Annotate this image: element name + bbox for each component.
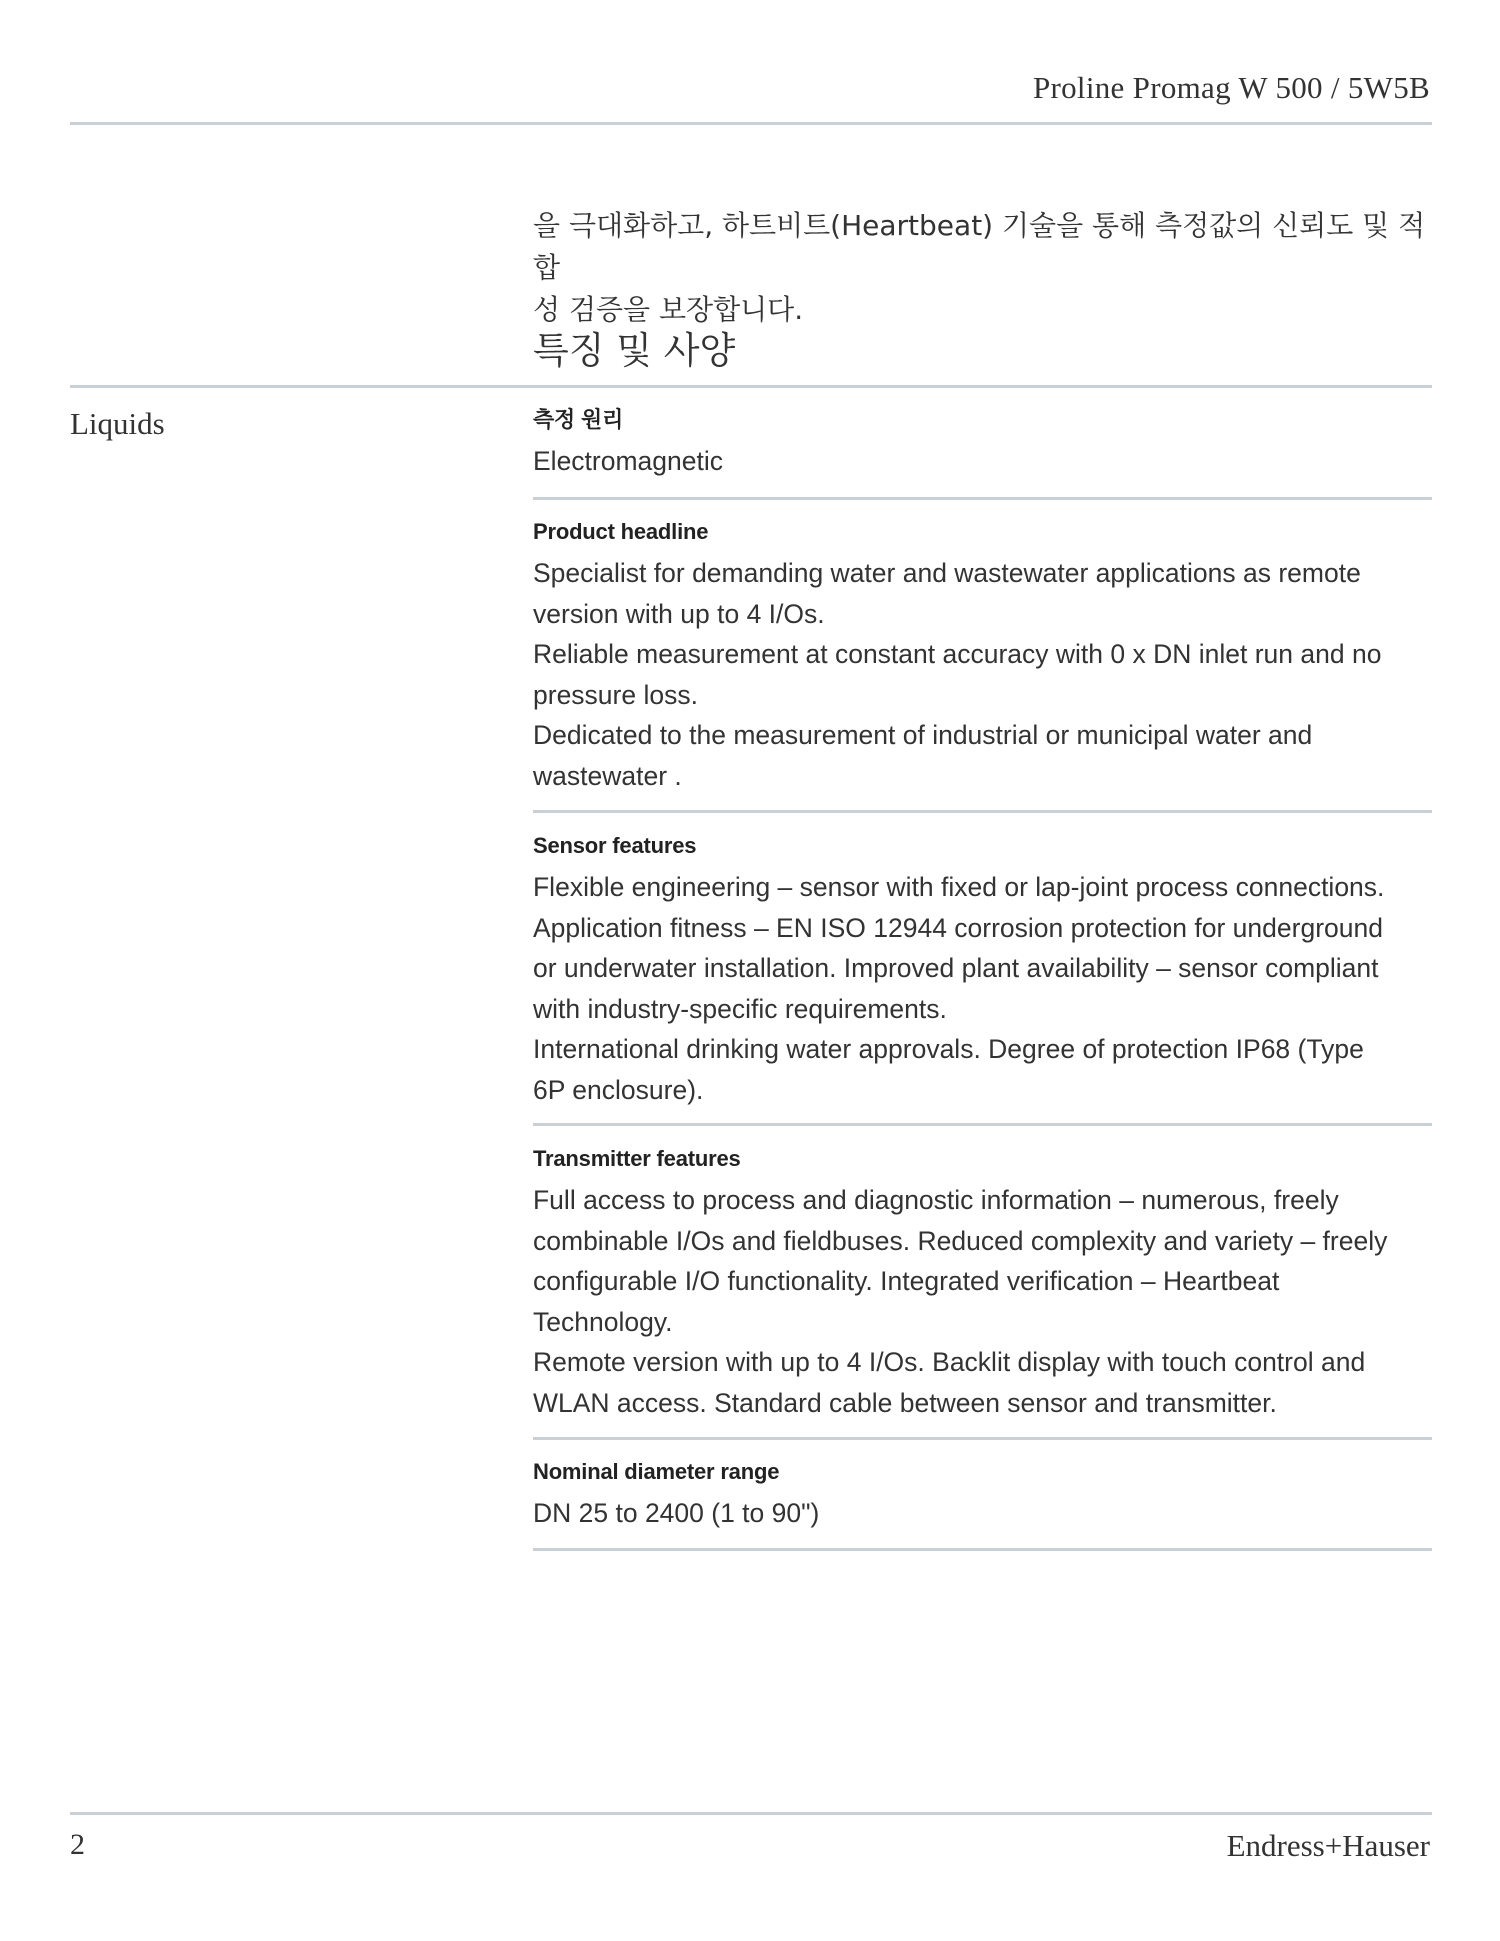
- spec-block-line: pressure loss.: [533, 679, 698, 710]
- spec-block-line: with industry-specific requirements.: [533, 993, 947, 1024]
- spec-block-line: combinable I/Os and fieldbuses. Reduced complexity and variety – freely: [533, 1225, 1388, 1256]
- spec-block-line: Remote version with up to 4 I/Os. Backlit display with touch control and: [533, 1347, 1366, 1377]
- spec-block-line: Application fitness – EN ISO 12944 corrosion protection for underground: [533, 912, 1383, 943]
- block-divider: [533, 810, 1432, 813]
- spec-block-line: Specialist for demanding water and wastewater applications as remote: [533, 558, 1361, 588]
- spec-block-line: 6P enclosure).: [533, 1074, 704, 1105]
- spec-block-nominal-diameter-range: [533, 1457, 1438, 1534]
- intro-line: 성 검증을 보장합니다.: [533, 293, 804, 326]
- spec-block-line: wastewater .: [533, 760, 682, 791]
- spec-block-title: Sensor features: [533, 833, 697, 858]
- spec-block-title: Nominal diameter range: [533, 1459, 780, 1484]
- spec-block-product-headline: [533, 517, 1438, 796]
- header-divider: [70, 122, 1432, 125]
- section-divider: [70, 385, 1432, 388]
- spec-block-line: configurable I/O functionality. Integrated verification – Heartbeat: [533, 1266, 1280, 1296]
- spec-block-title: Transmitter features: [533, 1146, 741, 1171]
- block-divider: [533, 1123, 1432, 1126]
- side-label: Liquids: [70, 406, 165, 441]
- spec-block-line: Technology.: [533, 1306, 673, 1337]
- spec-block-title: Product headline: [533, 519, 709, 544]
- spec-block-line: DN 25 to 2400 (1 to 90"): [533, 1498, 820, 1528]
- spec-block-line: International drinking water approvals. Degree of protection IP68 (Type: [533, 1034, 1364, 1064]
- spec-block-line: Reliable measurement at constant accuracy with 0 x DN inlet run and no: [533, 639, 1382, 669]
- spec-block-line: Dedicated to the measurement of industrial or municipal water and: [533, 720, 1313, 750]
- page-header-title: Proline Promag W 500 / 5W5B: [1032, 70, 1430, 105]
- block-divider: [533, 1548, 1432, 1551]
- spec-block-line: Flexible engineering – sensor with fixed or lap-joint process connections.: [533, 872, 1385, 902]
- page-number: 2: [70, 1828, 85, 1861]
- spec-block-measuring-principle: [533, 405, 1438, 482]
- spec-block-line: WLAN access. Standard cable between sensor and transmitter.: [533, 1387, 1277, 1418]
- brand-name: Endress+Hauser: [1226, 1828, 1430, 1863]
- spec-block-title: 측정 원리: [533, 407, 624, 432]
- spec-block-line: Electromagnetic: [533, 446, 724, 476]
- spec-block-transmitter-features: [533, 1144, 1438, 1423]
- intro-paragraph: [533, 205, 1438, 331]
- spec-block-line: version with up to 4 I/Os.: [533, 598, 825, 629]
- spec-block-line: or underwater installation. Improved plant availability – sensor compliant: [533, 953, 1379, 983]
- spec-block-sensor-features: [533, 831, 1438, 1110]
- intro-line: 을 극대화하고, 하트비트(Heartbeat) 기술을 통해 측정값의 신뢰도 및 적합: [533, 209, 1426, 284]
- block-divider: [533, 1437, 1432, 1440]
- footer-divider: [70, 1812, 1432, 1815]
- spec-block-line: Full access to process and diagnostic information – numerous, freely: [533, 1185, 1339, 1215]
- block-divider: [533, 497, 1432, 500]
- section-heading: 특징 및 사양: [533, 329, 736, 372]
